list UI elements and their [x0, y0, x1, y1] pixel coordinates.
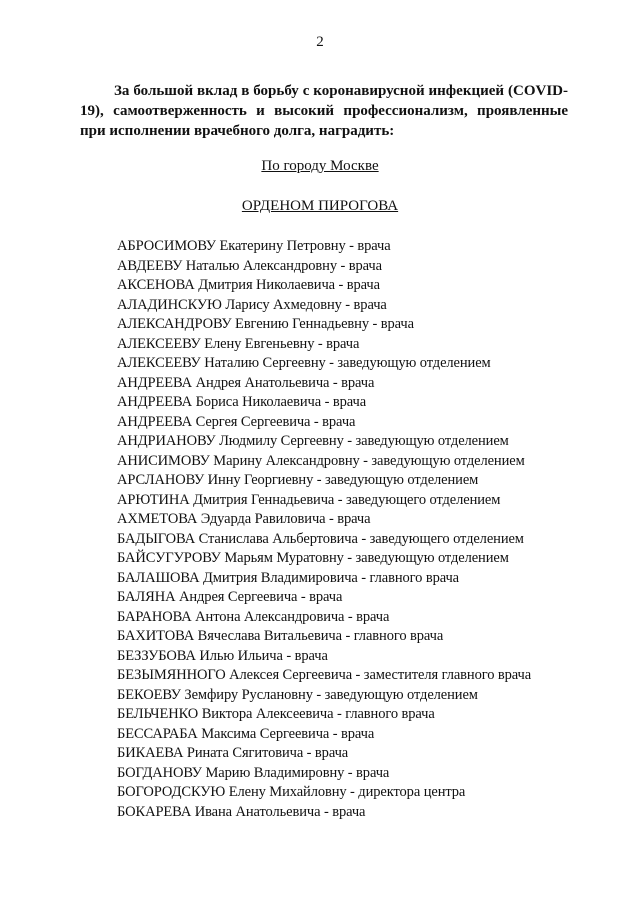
- list-item: АКСЕНОВА Дмитрия Николаевича - врача: [117, 277, 380, 293]
- list-item: БАЛАШОВА Дмитрия Владимировича - главного врача: [117, 569, 460, 586]
- list-item: АНДРИАНОВУ Людмилу Сергеевну - заведующую отделением: [117, 433, 509, 449]
- list-item: АНИСИМОВУ Марину Александровну - заведующую отделением: [117, 452, 525, 469]
- list-item: БИКАЕВА Рината Сягитовича - врача: [117, 745, 349, 761]
- list-item: АЛЕКСЕЕВУ Наталию Сергеевну - заведующую отделением: [117, 355, 491, 371]
- list-item: БАЛЯНА Андрея Сергеевича - врача: [117, 589, 343, 605]
- list-item: АЛАДИНСКУЮ Ларису Ахмедовну - врача: [117, 296, 387, 313]
- award-heading: [0, 198, 640, 215]
- list-item: БЕКОЕВУ Земфиру Руслановну - заведующую отделением: [117, 686, 478, 703]
- city-heading: [0, 158, 640, 175]
- list-item: АЛЕКСАНДРОВУ Евгению Геннадьевну - врача: [117, 316, 414, 332]
- awardee-list: [117, 237, 577, 822]
- list-item: АРСЛАНОВУ Инну Георгиевну - заведующую отделением: [117, 472, 479, 488]
- list-item: БАХИТОВА Вячеслава Витальевича - главного врача: [117, 628, 444, 644]
- page-number: 2: [316, 34, 324, 50]
- list-item: АХМЕТОВА Эдуарда Равиловича - врача: [117, 511, 371, 527]
- list-item: АВДЕЕВУ Наталью Александровну - врача: [117, 257, 382, 274]
- list-item: БОГОРОДСКУЮ Елену Михайловну - директора центра: [117, 784, 466, 800]
- list-item: БОКАРЕВА Ивана Анатольевича - врача: [117, 803, 366, 820]
- list-item: АНДРЕЕВА Бориса Николаевича - врача: [117, 394, 367, 410]
- list-item: БОГДАНОВУ Марию Владимировну - врача: [117, 764, 390, 781]
- list-item: БЕССАРАБА Максима Сергеевича - врача: [117, 725, 375, 742]
- list-item: БЕЛЬЧЕНКО Виктора Алексеевича - главного врача: [117, 706, 435, 722]
- list-item: АЛЕКСЕЕВУ Елену Евгеньевну - врача: [117, 335, 360, 352]
- list-item: АРЮТИНА Дмитрия Геннадьевича - заведующего отделением: [117, 491, 501, 508]
- list-item: АБРОСИМОВУ Екатерину Петровну - врача: [117, 238, 391, 254]
- list-item: БАРАНОВА Антона Александровича - врача: [117, 608, 390, 625]
- list-item: АНДРЕЕВА Андрея Анатольевича - врача: [117, 374, 375, 391]
- award-heading-text: ОРДЕНОМ ПИРОГОВА: [241, 198, 399, 214]
- list-item: АНДРЕЕВА Сергея Сергеевича - врача: [117, 413, 356, 430]
- list-item: БАДЫГОВА Станислава Альбертовича - заведующего отделением: [117, 530, 524, 547]
- list-item: БЕЗЗУБОВА Илью Ильича - врача: [117, 647, 328, 664]
- list-item: БЕЗЫМЯННОГО Алексея Сергеевича - заместителя главного врача: [117, 667, 532, 683]
- award-intro-paragraph: За большой вклад в борьбу с коронавирусной инфекцией (COVID-19), самоотверженность и высокий профессионализм, проявленные при исполнении врачебного долга, наградить:: [80, 83, 568, 139]
- list-item: БАЙСУГУРОВУ Марьям Муратовну - заведующую отделением: [117, 550, 509, 566]
- city-heading-text: По городу Москве: [261, 158, 379, 174]
